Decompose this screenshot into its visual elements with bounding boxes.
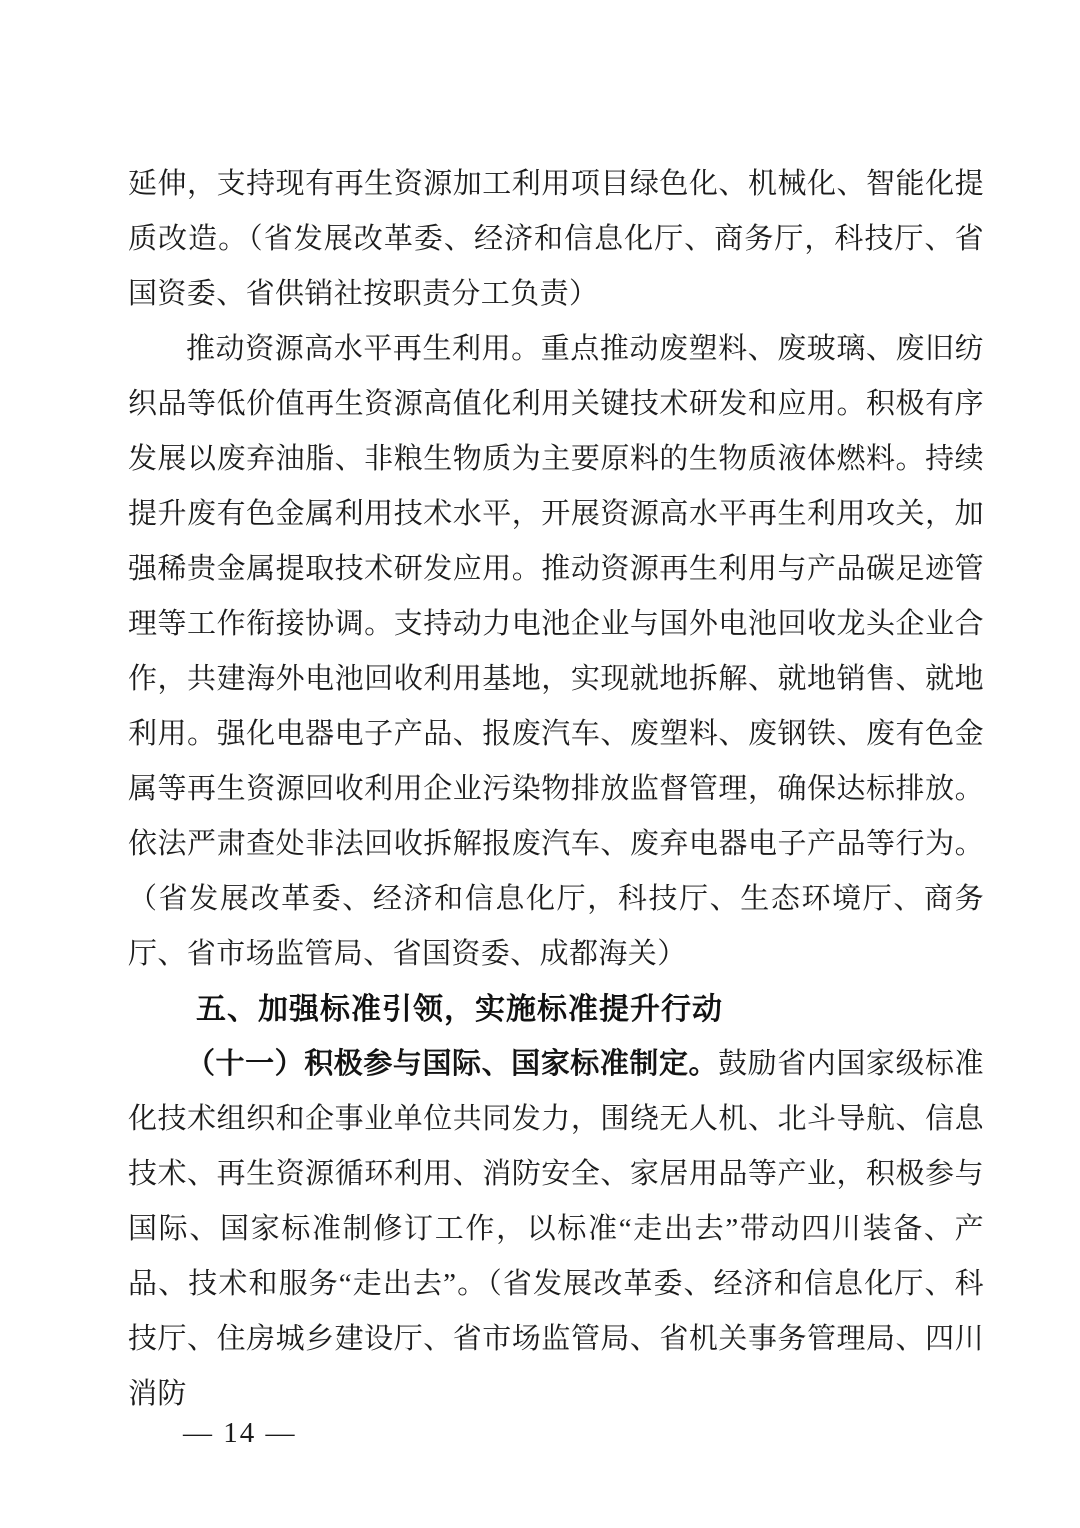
paragraph-lead-bold: （十一）积极参与国际、国家标准制定。 (186, 1048, 719, 1080)
paragraph-resource-regeneration: 推动资源高水平再生利用。重点推动废塑料、废玻璃、废旧纺织品等低价值再生资源高值化利用关键技术研发和应用。积极有序发展以废弃油脂、非粮生物质为主要原料的生物质液体燃料。持续提升废有色金属利用技术水平，开展资源高水平再生利用攻关，加强稀贵金属提取技术研发应用。推动资源再生利用与产品碳足迹管理等工作衔接协调。支持动力电池企业与国外电池回收龙头企业合作，共建海外电池回收利用基地，实现就地拆解、就地销售、就地利用。强化电器电子产品、报废汽车、废塑料、废钢铁、废有色金属等再生资源回收利用企业污染物排放监督管理，确保达标排放。依法严肃查处非法回收拆解报废汽车、废弃电器电子产品等行为。（省发展改革委、经济和信息化厅，科技厅、生态环境厅、商务厅、省市场监管局、省国资委、成都海关） (128, 333, 984, 970)
section-heading-five: 五、加强标准引领，实施标准提升行动 (196, 993, 723, 1026)
page-number: — 14 — (183, 1417, 297, 1449)
paragraph-body-text: 鼓励省内国家级标准化技术组织和企事业单位共同发力，围绕无人机、北斗导航、信息技术、再生资源循环利用、消防安全、家居用品等产业，积极参与国际、国家标准制修订工作，以标准“走出去”带动四川装备、产品、技术和服务“走出去”。（省发展改革委、经济和信息化厅、科技厅、住房城乡建设厅、省市场监管局、省机关事务管理局、四川消防 (128, 1048, 984, 1410)
paragraph-continued-from-previous-page: 延伸，支持现有再生资源加工利用项目绿色化、机械化、智能化提质改造。（省发展改革委、经济和信息化厅、商务厅，科技厅、省国资委、省供销社按职责分工负责） (128, 168, 984, 310)
document-text-block (128, 157, 984, 1422)
page-footer (146, 1351, 297, 1516)
